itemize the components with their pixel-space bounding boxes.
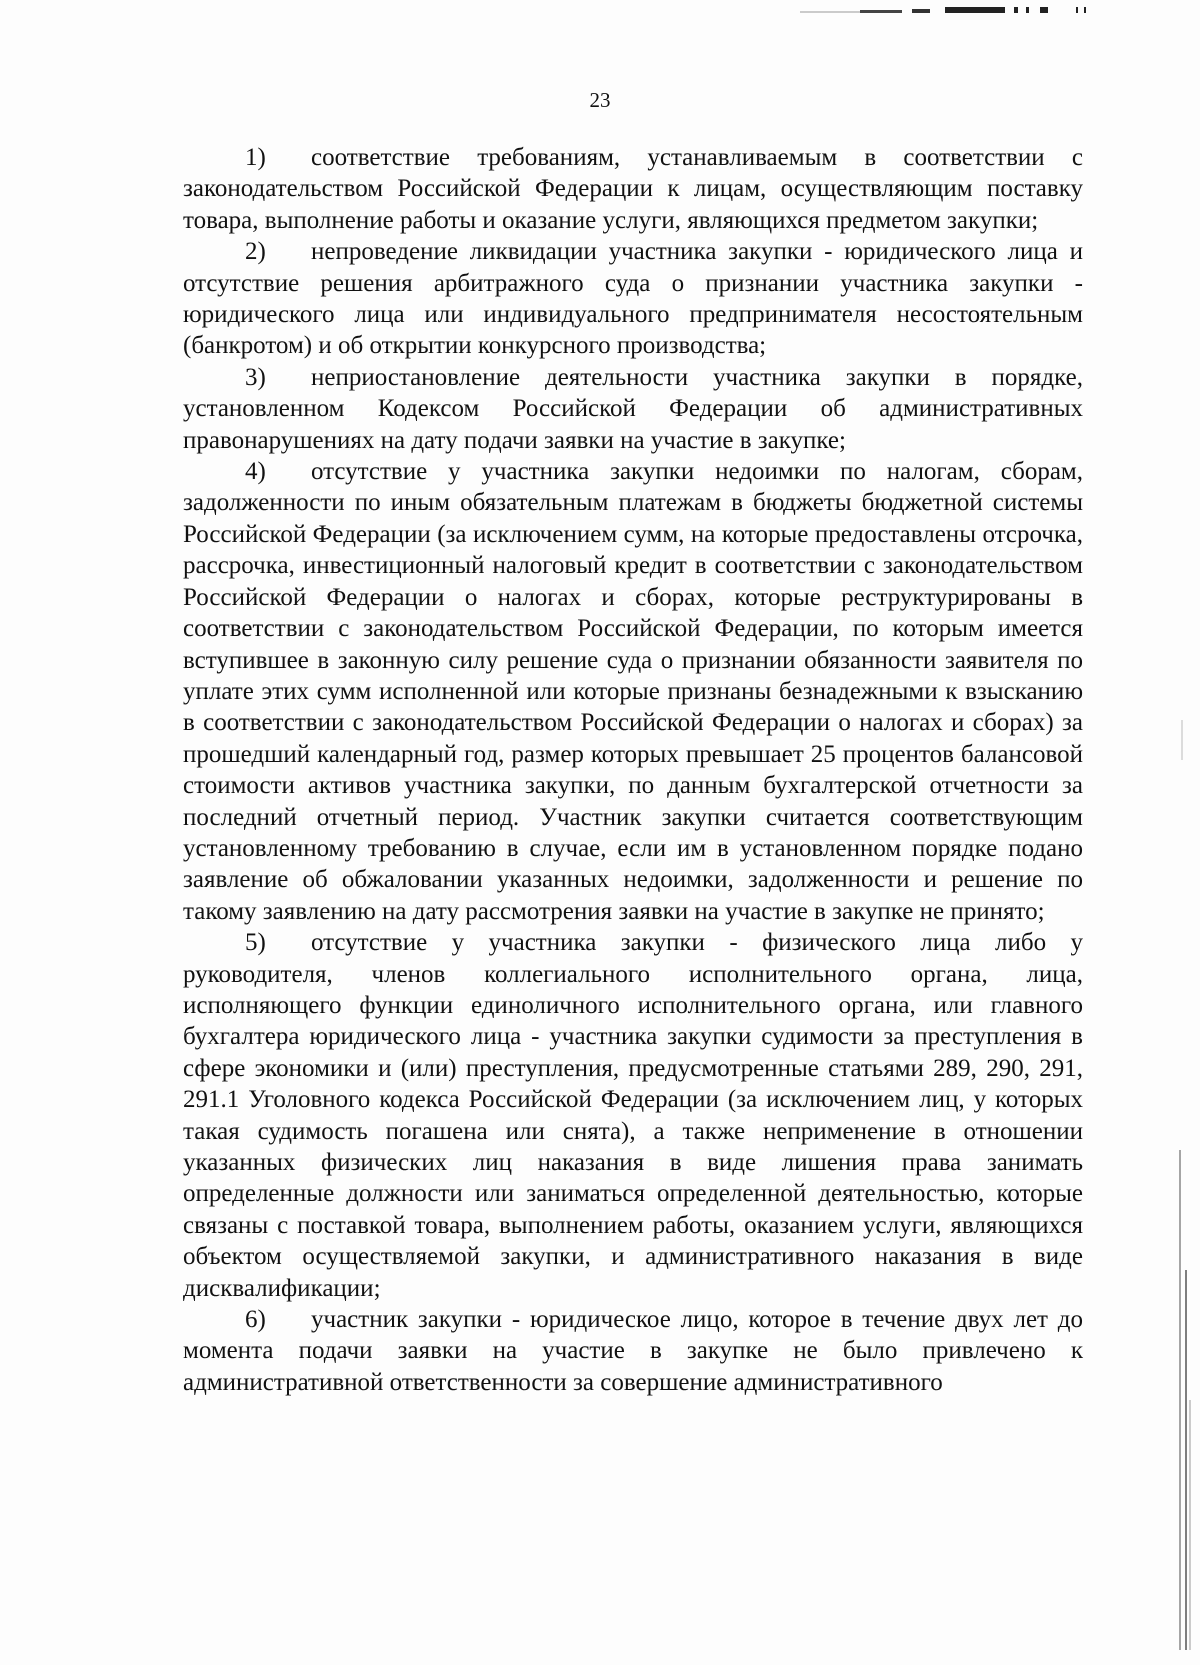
item-text: соответствие требованиям, устанавливаемым в соответствии с законодательством Российской Федерации к лицам, осуществляющим поставку товара, выполнение работы и оказание услуги, являющихся предметом закупки;	[183, 144, 1083, 234]
list-item	[183, 456, 1083, 927]
list-item	[183, 362, 1083, 456]
item-text: участник закупки - юридическое лицо, которое в течение двух лет до момента подачи заявки на участие в закупке не было привлечено к административной ответственности за совершение административного	[183, 1306, 1083, 1396]
scan-artifact-right-lower	[1170, 1150, 1200, 1650]
item-text: отсутствие у участника закупки недоимки по налогам, сборам, задолженности по иным обязательным платежам в бюджеты бюджетной системы Российской Федерации (за исключением сумм, на которые предоставлены отсрочка, рассрочка, инвестиционный налоговый кредит в соответствии с законодательством Российской Федерации о налогах и сборах, которые реструктурированы в соответствии с законодательством Российской Федерации, по которым имеется вступившее в законную силу решение суда о признании обязанности заявителя по уплате этих сумм исполненной или которые признаны безнадежными к взысканию в соответствии с законодательством Российской Федерации о налогах и сборах) за прошедший календарный год, размер которых превышает 25 процентов балансовой стоимости активов участника закупки, по данным бухгалтерской отчетности за последний отчетный период. Участник закупки считается соответствующим установленному требованию в случае, если им в установленном порядке подано заявление об обжаловании указанных недоимки, задолженности и решение по такому заявлению на дату рассмотрения заявки на участие в закупке не принято;	[183, 458, 1083, 925]
item-number: 3)	[245, 363, 266, 391]
page-number: 23	[589, 88, 611, 112]
item-number: 1)	[245, 144, 266, 171]
list-item	[183, 236, 1083, 362]
item-number: 6)	[245, 1306, 266, 1334]
item-number: 4)	[245, 458, 266, 486]
list-item	[183, 142, 1083, 236]
scan-artifact-right-upper	[1170, 720, 1200, 760]
document-body	[183, 142, 1083, 1398]
list-item	[183, 1304, 1083, 1398]
item-number: 2)	[245, 238, 266, 266]
item-text: неприостановление деятельности участника закупки в порядке, установленном Кодексом Российской Федерации об административных правонарушениях на дату подачи заявки на участие в закупке;	[183, 363, 1083, 454]
item-text: непроведение ликвидации участника закупки - юридического лица и отсутствие решения арбитражного суда о признании участника закупки - юридического лица или индивидуального предпринимателя несостоятельным (банкротом) и об открытии конкурсного производства;	[183, 238, 1083, 360]
item-number: 5)	[245, 929, 266, 957]
scan-artifact-top	[800, 6, 1090, 14]
list-item	[183, 927, 1083, 1304]
item-text: отсутствие у участника закупки - физического лица либо у руководителя, членов коллегиального исполнительного органа, лица, исполняющего функции единоличного исполнительного органа, или главного бухгалтера юридического лица - участника закупки судимости за преступления в сфере экономики и (или) преступления, предусмотренные статьями 289, 290, 291, 291.1 Уголовного кодекса Российской Федерации (за исключением лиц, у которых такая судимость погашена или снята), а также неприменение в отношении указанных физических лиц наказания в виде лишения права занимать определенные должности или заниматься определенной деятельностью, которые связаны с поставкой товара, выполнением работы, оказанием услуги, являющихся объектом осуществляемой закупки, и административного наказания в виде дисквалификации;	[183, 929, 1083, 1302]
